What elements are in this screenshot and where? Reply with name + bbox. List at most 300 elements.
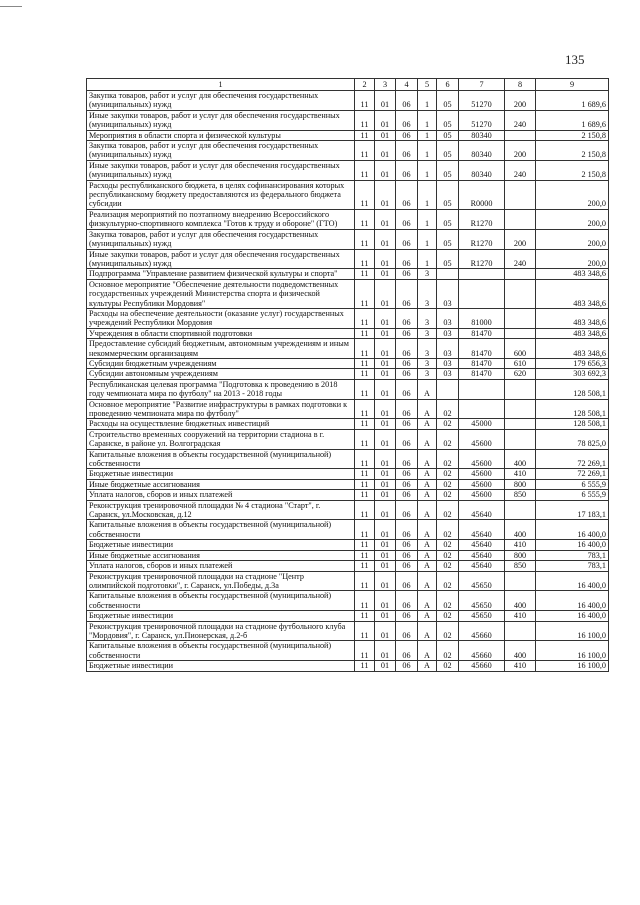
amount-cell: 72 269,1 — [536, 469, 609, 479]
code-program-cell: А — [418, 550, 437, 560]
code-subsection-cell: 06 — [396, 479, 418, 489]
code-program-cell: А — [418, 591, 437, 611]
code-expense-type-cell — [505, 328, 536, 338]
code-section-cell: 01 — [375, 209, 396, 229]
code-event-cell: 05 — [437, 229, 459, 249]
table-row — [87, 449, 609, 469]
amount-cell: 2 150,8 — [536, 130, 609, 140]
code-direction-cell: 80340 — [459, 130, 505, 140]
table-row — [87, 540, 609, 550]
code-ministry-cell: 11 — [355, 141, 375, 161]
code-event-cell: 05 — [437, 130, 459, 140]
table-row — [87, 611, 609, 621]
code-subsection-cell: 06 — [396, 308, 418, 328]
code-expense-type-cell: 400 — [505, 641, 536, 661]
code-ministry-cell: 11 — [355, 469, 375, 479]
code-expense-type-cell: 400 — [505, 591, 536, 611]
item-name-cell: Реконструкция тренировочной площадки на стадионе "Центр олимпийской подготовки", г. Саранск, ул.Победы, д.3а — [87, 571, 355, 591]
amount-cell: 128 508,1 — [536, 379, 609, 399]
code-section-cell: 01 — [375, 279, 396, 308]
code-ministry-cell: 11 — [355, 500, 375, 520]
code-subsection-cell: 06 — [396, 339, 418, 359]
amount-cell: 128 508,1 — [536, 399, 609, 419]
code-subsection-cell: 06 — [396, 419, 418, 429]
code-section-cell: 01 — [375, 249, 396, 269]
code-subsection-cell: 06 — [396, 591, 418, 611]
item-name-cell: Иные закупки товаров, работ и услуг для обеспечения государственных (муниципальных) нужд — [87, 160, 355, 180]
item-name-cell: Подпрограмма "Управление развитием физической культуры и спорта" — [87, 269, 355, 279]
item-name-cell: Капитальные вложения в объекты государственной (муниципальной) собственности — [87, 641, 355, 661]
code-section-cell: 01 — [375, 328, 396, 338]
budget-table — [86, 78, 609, 672]
code-expense-type-cell: 850 — [505, 490, 536, 500]
code-ministry-cell: 11 — [355, 419, 375, 429]
item-name-cell: Закупка товаров, работ и услуг для обеспечения государственных (муниципальных) нужд — [87, 229, 355, 249]
amount-cell: 179 656,3 — [536, 358, 609, 368]
table-row — [87, 249, 609, 269]
table-row — [87, 339, 609, 359]
code-direction-cell: 81470 — [459, 339, 505, 359]
code-ministry-cell: 11 — [355, 339, 375, 359]
code-ministry-cell: 11 — [355, 399, 375, 419]
code-section-cell: 01 — [375, 490, 396, 500]
code-event-cell: 05 — [437, 110, 459, 130]
amount-cell: 6 555,9 — [536, 490, 609, 500]
item-name-cell: Расходы на осуществление бюджетных инвестиций — [87, 419, 355, 429]
code-direction-cell: 45650 — [459, 591, 505, 611]
code-section-cell: 01 — [375, 449, 396, 469]
item-name-cell: Основное мероприятие "Обеспечение деятельности подведомственных государственных учреждений Министерства спорта и физической культуры Республики Мордовия" — [87, 279, 355, 308]
code-direction-cell: R1270 — [459, 249, 505, 269]
code-subsection-cell: 06 — [396, 661, 418, 671]
code-subsection-cell: 06 — [396, 490, 418, 500]
code-expense-type-cell — [505, 308, 536, 328]
code-ministry-cell: 11 — [355, 591, 375, 611]
item-name-cell: Расходы республиканского бюджета, в целях софинансирования которых республиканскому бюджету предоставляются из федерального бюджета субсидии — [87, 180, 355, 209]
code-section-cell: 01 — [375, 611, 396, 621]
code-subsection-cell: 06 — [396, 469, 418, 479]
code-direction-cell: 51270 — [459, 91, 505, 111]
code-event-cell: 02 — [437, 520, 459, 540]
code-event-cell: 05 — [437, 141, 459, 161]
amount-cell: 2 150,8 — [536, 141, 609, 161]
code-ministry-cell: 11 — [355, 269, 375, 279]
code-event-cell: 05 — [437, 209, 459, 229]
code-direction-cell: R0000 — [459, 180, 505, 209]
code-ministry-cell: 11 — [355, 358, 375, 368]
amount-cell: 483 348,6 — [536, 308, 609, 328]
code-direction-cell: 45640 — [459, 520, 505, 540]
code-event-cell: 03 — [437, 279, 459, 308]
item-name-cell: Иные бюджетные ассигнования — [87, 550, 355, 560]
code-section-cell: 01 — [375, 358, 396, 368]
code-expense-type-cell: 240 — [505, 249, 536, 269]
item-name-cell: Закупка товаров, работ и услуг для обеспечения государственных (муниципальных) нужд — [87, 91, 355, 111]
code-subsection-cell: 06 — [396, 641, 418, 661]
code-event-cell: 02 — [437, 429, 459, 449]
code-expense-type-cell: 200 — [505, 141, 536, 161]
code-direction-cell: 51270 — [459, 110, 505, 130]
code-program-cell: А — [418, 449, 437, 469]
amount-cell: 483 348,6 — [536, 279, 609, 308]
code-ministry-cell: 11 — [355, 571, 375, 591]
code-subsection-cell: 06 — [396, 500, 418, 520]
code-ministry-cell: 11 — [355, 160, 375, 180]
code-program-cell: А — [418, 399, 437, 419]
code-ministry-cell: 11 — [355, 621, 375, 641]
amount-cell: 200,0 — [536, 229, 609, 249]
code-section-cell: 01 — [375, 429, 396, 449]
code-event-cell: 05 — [437, 160, 459, 180]
code-section-cell: 01 — [375, 641, 396, 661]
code-expense-type-cell — [505, 621, 536, 641]
amount-cell: 16 400,0 — [536, 520, 609, 540]
code-event-cell: 02 — [437, 661, 459, 671]
column-header: 1 — [87, 79, 355, 91]
amount-cell: 483 348,6 — [536, 339, 609, 359]
table-row — [87, 550, 609, 560]
code-ministry-cell: 11 — [355, 279, 375, 308]
code-program-cell: 1 — [418, 229, 437, 249]
code-direction-cell: 80340 — [459, 141, 505, 161]
code-event-cell: 03 — [437, 369, 459, 379]
amount-cell: 6 555,9 — [536, 479, 609, 489]
amount-cell: 72 269,1 — [536, 449, 609, 469]
code-ministry-cell: 11 — [355, 249, 375, 269]
code-section-cell: 01 — [375, 520, 396, 540]
item-name-cell: Реализация мероприятий по поэтапному внедрению Всероссийского физкультурно-спортивного комплекса "Готов к труду и обороне" (ГТО) — [87, 209, 355, 229]
amount-cell: 2 150,8 — [536, 160, 609, 180]
code-program-cell: 3 — [418, 339, 437, 359]
table-row — [87, 379, 609, 399]
code-program-cell: 3 — [418, 369, 437, 379]
code-ministry-cell: 11 — [355, 661, 375, 671]
item-name-cell: Бюджетные инвестиции — [87, 540, 355, 550]
code-subsection-cell: 06 — [396, 550, 418, 560]
column-header: 6 — [437, 79, 459, 91]
code-direction-cell: 81470 — [459, 369, 505, 379]
code-program-cell: 3 — [418, 269, 437, 279]
code-program-cell: 1 — [418, 209, 437, 229]
code-subsection-cell: 06 — [396, 328, 418, 338]
header-row — [87, 79, 609, 91]
item-name-cell: Иные закупки товаров, работ и услуг для обеспечения государственных (муниципальных) нужд — [87, 249, 355, 269]
code-expense-type-cell — [505, 399, 536, 419]
code-event-cell: 02 — [437, 399, 459, 419]
code-direction-cell: 45660 — [459, 641, 505, 661]
code-section-cell: 01 — [375, 339, 396, 359]
table-row — [87, 399, 609, 419]
code-subsection-cell: 06 — [396, 429, 418, 449]
item-name-cell: Субсидии автономным учреждениям — [87, 369, 355, 379]
code-direction-cell — [459, 379, 505, 399]
code-program-cell: А — [418, 429, 437, 449]
code-expense-type-cell — [505, 269, 536, 279]
column-header: 4 — [396, 79, 418, 91]
code-expense-type-cell: 400 — [505, 520, 536, 540]
code-section-cell: 01 — [375, 130, 396, 140]
code-ministry-cell: 11 — [355, 130, 375, 140]
code-event-cell: 02 — [437, 561, 459, 571]
item-name-cell: Расходы на обеспечение деятельности (оказание услуг) государственных учреждений Республики Мордовия — [87, 308, 355, 328]
code-subsection-cell: 06 — [396, 91, 418, 111]
code-program-cell: А — [418, 621, 437, 641]
code-event-cell: 02 — [437, 611, 459, 621]
amount-cell: 303 692,3 — [536, 369, 609, 379]
code-section-cell: 01 — [375, 160, 396, 180]
code-subsection-cell: 06 — [396, 379, 418, 399]
code-expense-type-cell — [505, 419, 536, 429]
amount-cell: 16 400,0 — [536, 540, 609, 550]
code-event-cell: 03 — [437, 308, 459, 328]
code-ministry-cell: 11 — [355, 91, 375, 111]
item-name-cell: Субсидии бюджетным учреждениям — [87, 358, 355, 368]
code-program-cell: А — [418, 520, 437, 540]
code-expense-type-cell: 410 — [505, 540, 536, 550]
code-section-cell: 01 — [375, 141, 396, 161]
item-name-cell: Реконструкция тренировочной площадки № 4 стадиона "Старт", г. Саранск, ул.Московская, д.12 — [87, 500, 355, 520]
column-header: 8 — [505, 79, 536, 91]
table-row — [87, 500, 609, 520]
code-ministry-cell: 11 — [355, 490, 375, 500]
table-row — [87, 308, 609, 328]
code-ministry-cell: 11 — [355, 209, 375, 229]
code-event-cell: 05 — [437, 249, 459, 269]
code-event-cell: 05 — [437, 91, 459, 111]
code-ministry-cell: 11 — [355, 429, 375, 449]
table-row — [87, 591, 609, 611]
code-section-cell: 01 — [375, 369, 396, 379]
code-expense-type-cell: 200 — [505, 229, 536, 249]
item-name-cell: Бюджетные инвестиции — [87, 611, 355, 621]
code-program-cell: 1 — [418, 249, 437, 269]
code-program-cell: А — [418, 419, 437, 429]
code-program-cell: А — [418, 469, 437, 479]
code-ministry-cell: 11 — [355, 540, 375, 550]
code-event-cell: 03 — [437, 339, 459, 359]
code-ministry-cell: 11 — [355, 110, 375, 130]
code-section-cell: 01 — [375, 419, 396, 429]
table-body — [87, 91, 609, 672]
code-event-cell: 02 — [437, 571, 459, 591]
code-section-cell: 01 — [375, 561, 396, 571]
code-direction-cell: 81470 — [459, 328, 505, 338]
table-row — [87, 641, 609, 661]
amount-cell: 16 100,0 — [536, 621, 609, 641]
code-program-cell: 1 — [418, 91, 437, 111]
code-expense-type-cell: 620 — [505, 369, 536, 379]
code-direction-cell — [459, 399, 505, 419]
code-program-cell: 1 — [418, 180, 437, 209]
code-subsection-cell: 06 — [396, 160, 418, 180]
code-expense-type-cell: 400 — [505, 449, 536, 469]
code-section-cell: 01 — [375, 621, 396, 641]
code-expense-type-cell — [505, 429, 536, 449]
code-program-cell: 3 — [418, 328, 437, 338]
table-row — [87, 130, 609, 140]
code-program-cell: 3 — [418, 358, 437, 368]
code-section-cell: 01 — [375, 229, 396, 249]
item-name-cell: Предоставление субсидий бюджетным, автономным учреждениям и иным некоммерческим организациям — [87, 339, 355, 359]
code-ministry-cell: 11 — [355, 328, 375, 338]
table-row — [87, 621, 609, 641]
table-row — [87, 661, 609, 671]
code-direction-cell: 45660 — [459, 661, 505, 671]
code-subsection-cell: 06 — [396, 571, 418, 591]
code-subsection-cell: 06 — [396, 399, 418, 419]
code-subsection-cell: 06 — [396, 110, 418, 130]
code-expense-type-cell: 240 — [505, 110, 536, 130]
code-event-cell: 02 — [437, 469, 459, 479]
code-ministry-cell: 11 — [355, 479, 375, 489]
code-direction-cell: 81000 — [459, 308, 505, 328]
code-event-cell: 02 — [437, 479, 459, 489]
column-header: 3 — [375, 79, 396, 91]
code-ministry-cell: 11 — [355, 180, 375, 209]
table-row — [87, 91, 609, 111]
code-section-cell: 01 — [375, 591, 396, 611]
item-name-cell: Учреждения в области спортивной подготовки — [87, 328, 355, 338]
code-section-cell: 01 — [375, 180, 396, 209]
table-row — [87, 571, 609, 591]
code-expense-type-cell — [505, 571, 536, 591]
amount-cell: 17 183,1 — [536, 500, 609, 520]
code-section-cell: 01 — [375, 500, 396, 520]
code-direction-cell: 45600 — [459, 429, 505, 449]
amount-cell: 200,0 — [536, 209, 609, 229]
code-expense-type-cell — [505, 209, 536, 229]
code-ministry-cell: 11 — [355, 308, 375, 328]
amount-cell: 16 400,0 — [536, 611, 609, 621]
code-event-cell: 03 — [437, 328, 459, 338]
code-direction-cell — [459, 269, 505, 279]
item-name-cell: Капитальные вложения в объекты государственной (муниципальной) собственности — [87, 520, 355, 540]
item-name-cell: Строительство временных сооружений на территории стадиона в г. Саранске, в районе ул. Волгоградская — [87, 429, 355, 449]
code-subsection-cell: 06 — [396, 130, 418, 140]
amount-cell: 1 689,6 — [536, 91, 609, 111]
item-name-cell: Капитальные вложения в объекты государственной (муниципальной) собственности — [87, 449, 355, 469]
code-ministry-cell: 11 — [355, 561, 375, 571]
item-name-cell: Реконструкция тренировочной площадки на стадионе футбольного клуба "Мордовия", г. Саранск, ул.Пионерская, д.2-б — [87, 621, 355, 641]
code-subsection-cell: 06 — [396, 611, 418, 621]
code-direction-cell: 45640 — [459, 550, 505, 560]
table-row — [87, 180, 609, 209]
item-name-cell: Капитальные вложения в объекты государственной (муниципальной) собственности — [87, 591, 355, 611]
code-subsection-cell: 06 — [396, 269, 418, 279]
code-subsection-cell: 06 — [396, 369, 418, 379]
code-subsection-cell: 06 — [396, 141, 418, 161]
code-program-cell: А — [418, 540, 437, 550]
code-event-cell: 02 — [437, 540, 459, 550]
code-expense-type-cell — [505, 500, 536, 520]
code-direction-cell: R1270 — [459, 209, 505, 229]
code-event-cell: 02 — [437, 490, 459, 500]
item-name-cell: Закупка товаров, работ и услуг для обеспечения государственных (муниципальных) нужд — [87, 141, 355, 161]
item-name-cell: Бюджетные инвестиции — [87, 469, 355, 479]
code-section-cell: 01 — [375, 540, 396, 550]
code-direction-cell: 80340 — [459, 160, 505, 180]
code-expense-type-cell: 610 — [505, 358, 536, 368]
code-subsection-cell: 06 — [396, 540, 418, 550]
code-ministry-cell: 11 — [355, 520, 375, 540]
table-row — [87, 141, 609, 161]
table-row — [87, 160, 609, 180]
code-event-cell: 02 — [437, 500, 459, 520]
code-section-cell: 01 — [375, 399, 396, 419]
amount-cell: 1 689,6 — [536, 110, 609, 130]
item-name-cell: Бюджетные инвестиции — [87, 661, 355, 671]
code-subsection-cell: 06 — [396, 358, 418, 368]
amount-cell: 200,0 — [536, 180, 609, 209]
table-row — [87, 479, 609, 489]
code-subsection-cell: 06 — [396, 279, 418, 308]
code-direction-cell: 45660 — [459, 621, 505, 641]
corner-mark — [0, 6, 22, 7]
code-expense-type-cell: 800 — [505, 550, 536, 560]
column-header: 5 — [418, 79, 437, 91]
code-ministry-cell: 11 — [355, 229, 375, 249]
code-ministry-cell: 11 — [355, 379, 375, 399]
table-row — [87, 358, 609, 368]
code-section-cell: 01 — [375, 269, 396, 279]
amount-cell: 200,0 — [536, 249, 609, 269]
table-row — [87, 229, 609, 249]
code-direction-cell: 45000 — [459, 419, 505, 429]
code-expense-type-cell: 410 — [505, 661, 536, 671]
amount-cell: 128 508,1 — [536, 419, 609, 429]
code-expense-type-cell — [505, 379, 536, 399]
amount-cell: 16 400,0 — [536, 591, 609, 611]
code-ministry-cell: 11 — [355, 641, 375, 661]
code-event-cell: 02 — [437, 591, 459, 611]
code-section-cell: 01 — [375, 110, 396, 130]
item-name-cell: Основное мероприятие "Развитие инфраструктуры в рамках подготовки к проведению чемпионата мира по футболу" — [87, 399, 355, 419]
item-name-cell: Республиканская целевая программа "Подготовка к проведению в 2018 году чемпионата мира по футболу" на 2013 - 2018 годы — [87, 379, 355, 399]
code-direction-cell: 45650 — [459, 571, 505, 591]
item-name-cell: Иные бюджетные ассигнования — [87, 479, 355, 489]
code-section-cell: 01 — [375, 91, 396, 111]
code-expense-type-cell — [505, 279, 536, 308]
item-name-cell: Уплата налогов, сборов и иных платежей — [87, 490, 355, 500]
code-program-cell: А — [418, 490, 437, 500]
code-direction-cell: 45600 — [459, 479, 505, 489]
amount-cell: 78 825,0 — [536, 429, 609, 449]
code-expense-type-cell — [505, 180, 536, 209]
table-row — [87, 419, 609, 429]
code-subsection-cell: 06 — [396, 621, 418, 641]
code-program-cell: А — [418, 641, 437, 661]
code-subsection-cell: 06 — [396, 229, 418, 249]
code-expense-type-cell: 800 — [505, 479, 536, 489]
code-program-cell: 1 — [418, 110, 437, 130]
code-section-cell: 01 — [375, 379, 396, 399]
code-direction-cell: 45640 — [459, 540, 505, 550]
table-row — [87, 209, 609, 229]
code-event-cell: 02 — [437, 550, 459, 560]
code-expense-type-cell: 200 — [505, 91, 536, 111]
code-program-cell: 1 — [418, 141, 437, 161]
code-program-cell: А — [418, 661, 437, 671]
code-subsection-cell: 06 — [396, 249, 418, 269]
code-ministry-cell: 11 — [355, 550, 375, 560]
table-row — [87, 520, 609, 540]
code-section-cell: 01 — [375, 479, 396, 489]
code-expense-type-cell: 600 — [505, 339, 536, 359]
code-program-cell: 3 — [418, 308, 437, 328]
code-event-cell: 02 — [437, 449, 459, 469]
table-row — [87, 328, 609, 338]
code-event-cell: 02 — [437, 641, 459, 661]
